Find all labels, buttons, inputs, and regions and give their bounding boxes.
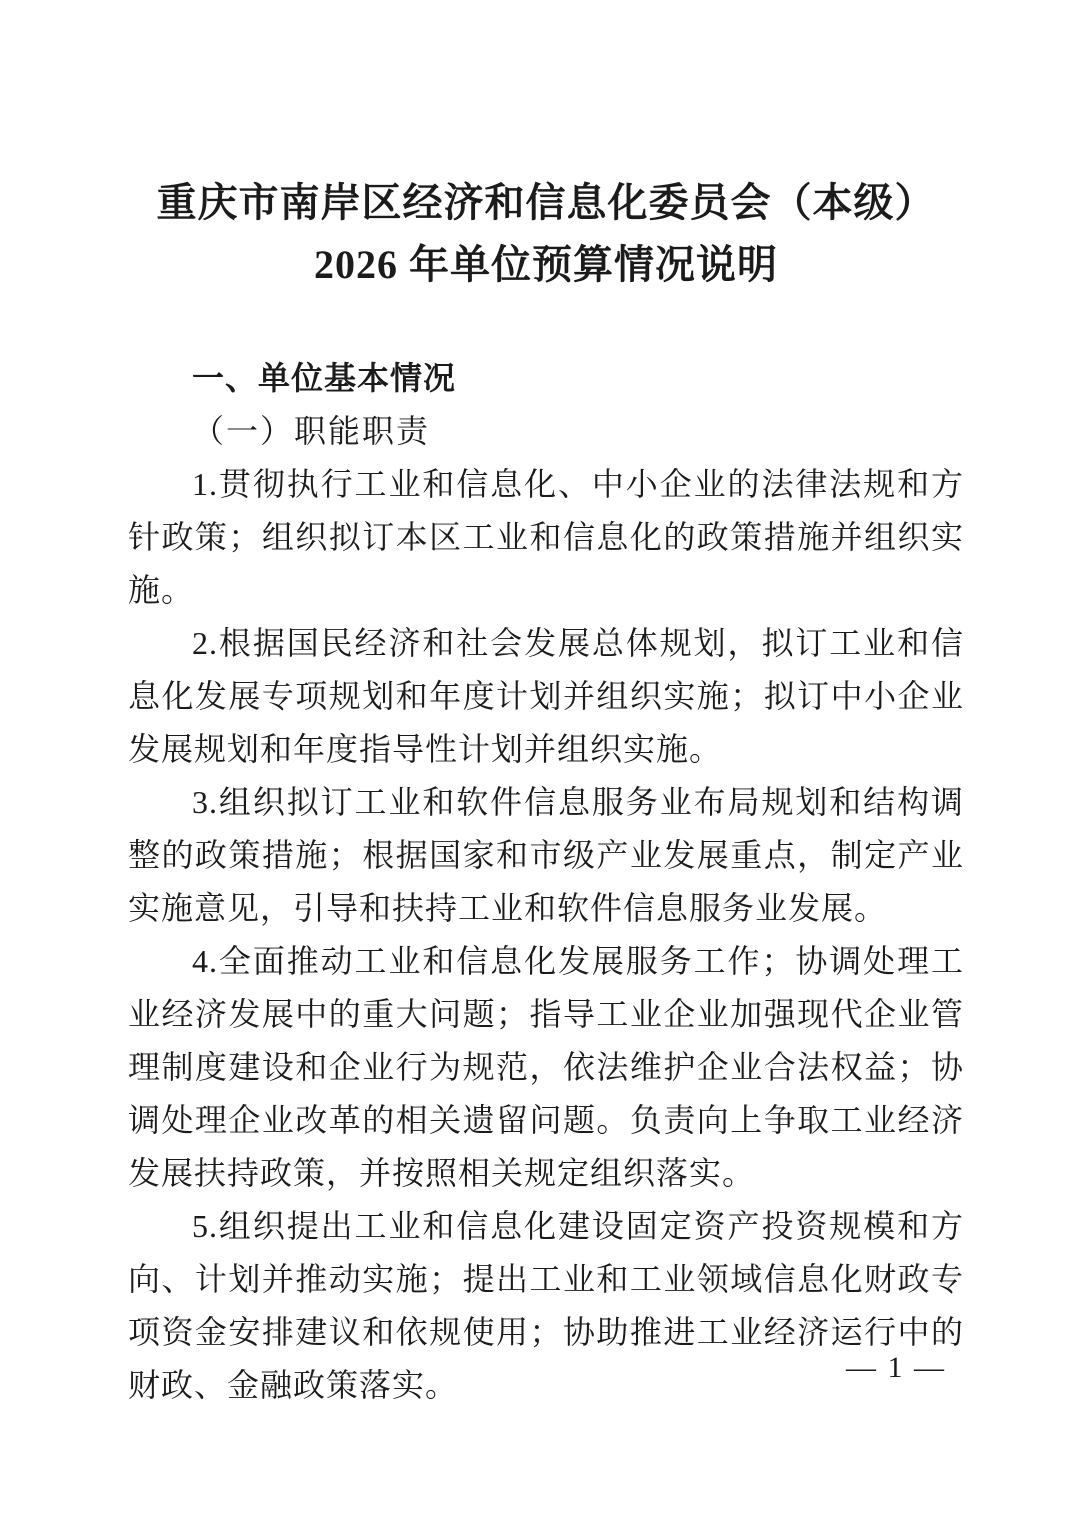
page-number: — 1 — (846, 1351, 946, 1384)
paragraph-duty-5: 5.组织提出工业和信息化建设固定资产投资规模和方向、计划并推动实施；提出工业和工业领域信息化财政专项资金安排建议和依规使用；协助推进工业经济运行中的财政、金融政策落实。 (128, 1208, 964, 1403)
document-title-line1: 重庆市南岸区经济和信息化委员会（本级） (156, 180, 936, 225)
section-heading-basic-info: 一、单位基本情况 (192, 360, 457, 396)
paragraph-duty-1: 1.贯彻执行工业和信息化、中小企业的法律法规和方针政策；组织拟订本区工业和信息化的政策措施并组织实施。 (128, 466, 964, 608)
paragraph-duty-2: 2.根据国民经济和社会发展总体规划，拟订工业和信息化发展专项规划和年度计划并组织实施；拟订中小企业发展规划和年度指导性计划并组织实施。 (128, 625, 964, 767)
document-title-line2: 2026 年单位预算情况说明 (314, 242, 778, 287)
subsection-heading-duties: （一）职能职责 (192, 413, 431, 449)
document-title (128, 172, 964, 296)
paragraph-duty-3: 3.组织拟订工业和软件信息服务业布局规划和结构调整的政策措施；根据国家和市级产业发展重点，制定产业实施意见，引导和扶持工业和软件信息服务业发展。 (128, 784, 964, 926)
paragraph-duty-4: 4.全面推动工业和信息化发展服务工作；协调处理工业经济发展中的重大问题；指导工业企业加强现代企业管理制度建设和企业行为规范，依法维护企业合法权益；协调处理企业改革的相关遗留问题。负责向上争取工业经济发展扶持政策，并按照相关规定组织落实。 (128, 943, 964, 1191)
